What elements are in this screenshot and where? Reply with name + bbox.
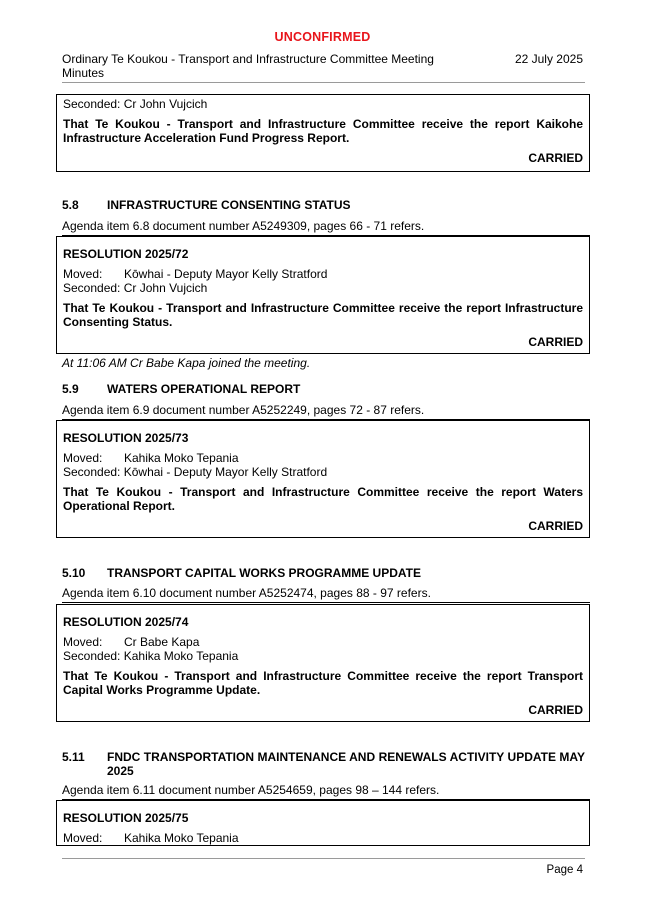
- moved-line: [63, 451, 583, 465]
- carried-label: CARRIED: [528, 519, 583, 533]
- resolution-box: [56, 800, 590, 846]
- moved-line: [63, 635, 583, 649]
- resolution-number: RESOLUTION 2025/74: [63, 615, 189, 629]
- meeting-note: At 11:06 AM Cr Babe Kapa joined the meeting.: [62, 356, 311, 370]
- section-title: TRANSPORT CAPITAL WORKS PROGRAMME UPDATE: [107, 566, 421, 580]
- seconded-label: Seconded:: [63, 281, 121, 295]
- section-title: INFRASTRUCTURE CONSENTING STATUS: [107, 198, 351, 212]
- section-title: WATERS OPERATIONAL REPORT: [107, 382, 301, 396]
- resolution-box: [56, 420, 590, 538]
- moved-by: Kahika Moko Tepania: [124, 831, 239, 845]
- seconded-by: Kahika Moko Tepania: [123, 649, 239, 663]
- section-number: 5.11: [62, 750, 85, 764]
- resolution-number: RESOLUTION 2025/73: [63, 431, 189, 445]
- resolution-number: RESOLUTION 2025/75: [63, 811, 189, 825]
- moved-by: Kōwhai - Deputy Mayor Kelly Stratford: [124, 267, 328, 281]
- seconded-by: Kōwhai - Deputy Mayor Kelly Stratford: [123, 465, 328, 479]
- carried-label: CARRIED: [528, 703, 583, 717]
- seconded-line: [63, 465, 583, 479]
- carried-label: CARRIED: [528, 151, 583, 165]
- seconded-line: [63, 281, 583, 295]
- motion-text: That Te Koukou - Transport and Infrastructure Committee receive the report Transport Capital Works Programme Update.: [63, 669, 583, 697]
- moved-label: Moved:: [63, 635, 103, 649]
- unconfirmed-label: UNCONFIRMED: [274, 30, 371, 44]
- moved-label: Moved:: [63, 451, 103, 465]
- section-number: 5.10: [62, 566, 86, 580]
- document-title: Ordinary Te Koukou - Transport and Infrastructure Committee Meeting Minutes: [62, 52, 434, 80]
- seconded-line: [63, 649, 583, 663]
- carried-label: CARRIED: [528, 335, 583, 349]
- motion-text: That Te Koukou - Transport and Infrastructure Committee receive the report Infrastructure Consenting Status.: [63, 301, 583, 329]
- seconded-line: Seconded: Cr John Vujcich: [63, 97, 208, 111]
- section-number: 5.9: [62, 382, 79, 396]
- motion-text: That Te Koukou - Transport and Infrastructure Committee receive the report Kaikohe Infrastructure Acceleration Fund Progress Report.: [63, 117, 583, 145]
- agenda-reference: Agenda item 6.8 document number A5249309, pages 66 - 71 refers.: [62, 219, 590, 236]
- meeting-date: 22 July 2025: [514, 52, 583, 66]
- page-number: Page 4: [546, 864, 583, 876]
- agenda-reference: Agenda item 6.10 document number A5252474, pages 88 - 97 refers.: [62, 586, 590, 603]
- resolution-number: RESOLUTION 2025/72: [63, 247, 189, 261]
- moved-label: Moved:: [63, 831, 103, 845]
- footer-divider: [62, 858, 585, 859]
- agenda-reference: Agenda item 6.9 document number A5252249, pages 72 - 87 refers.: [62, 403, 590, 420]
- agenda-reference: Agenda item 6.11 document number A5254659, pages 98 – 144 refers.: [62, 783, 590, 800]
- motion-text: That Te Koukou - Transport and Infrastructure Committee receive the report Waters Operational Report.: [63, 485, 583, 513]
- seconded-label: Seconded:: [63, 649, 121, 663]
- moved-line: [63, 831, 583, 845]
- section-title: FNDC TRANSPORTATION MAINTENANCE AND RENEWALS ACTIVITY UPDATE MAY 2025: [107, 750, 585, 778]
- moved-by: Cr Babe Kapa: [124, 635, 200, 649]
- seconded-by: Cr John Vujcich: [123, 281, 208, 295]
- section-number: 5.8: [62, 198, 79, 212]
- seconded-label: Seconded:: [63, 465, 121, 479]
- moved-by: Kahika Moko Tepania: [124, 451, 239, 465]
- resolution-box: [56, 236, 590, 354]
- moved-label: Moved:: [63, 267, 103, 281]
- resolution-box: [56, 604, 590, 722]
- header-divider: [62, 82, 585, 83]
- moved-line: [63, 267, 583, 281]
- resolution-box-previous: [56, 94, 590, 172]
